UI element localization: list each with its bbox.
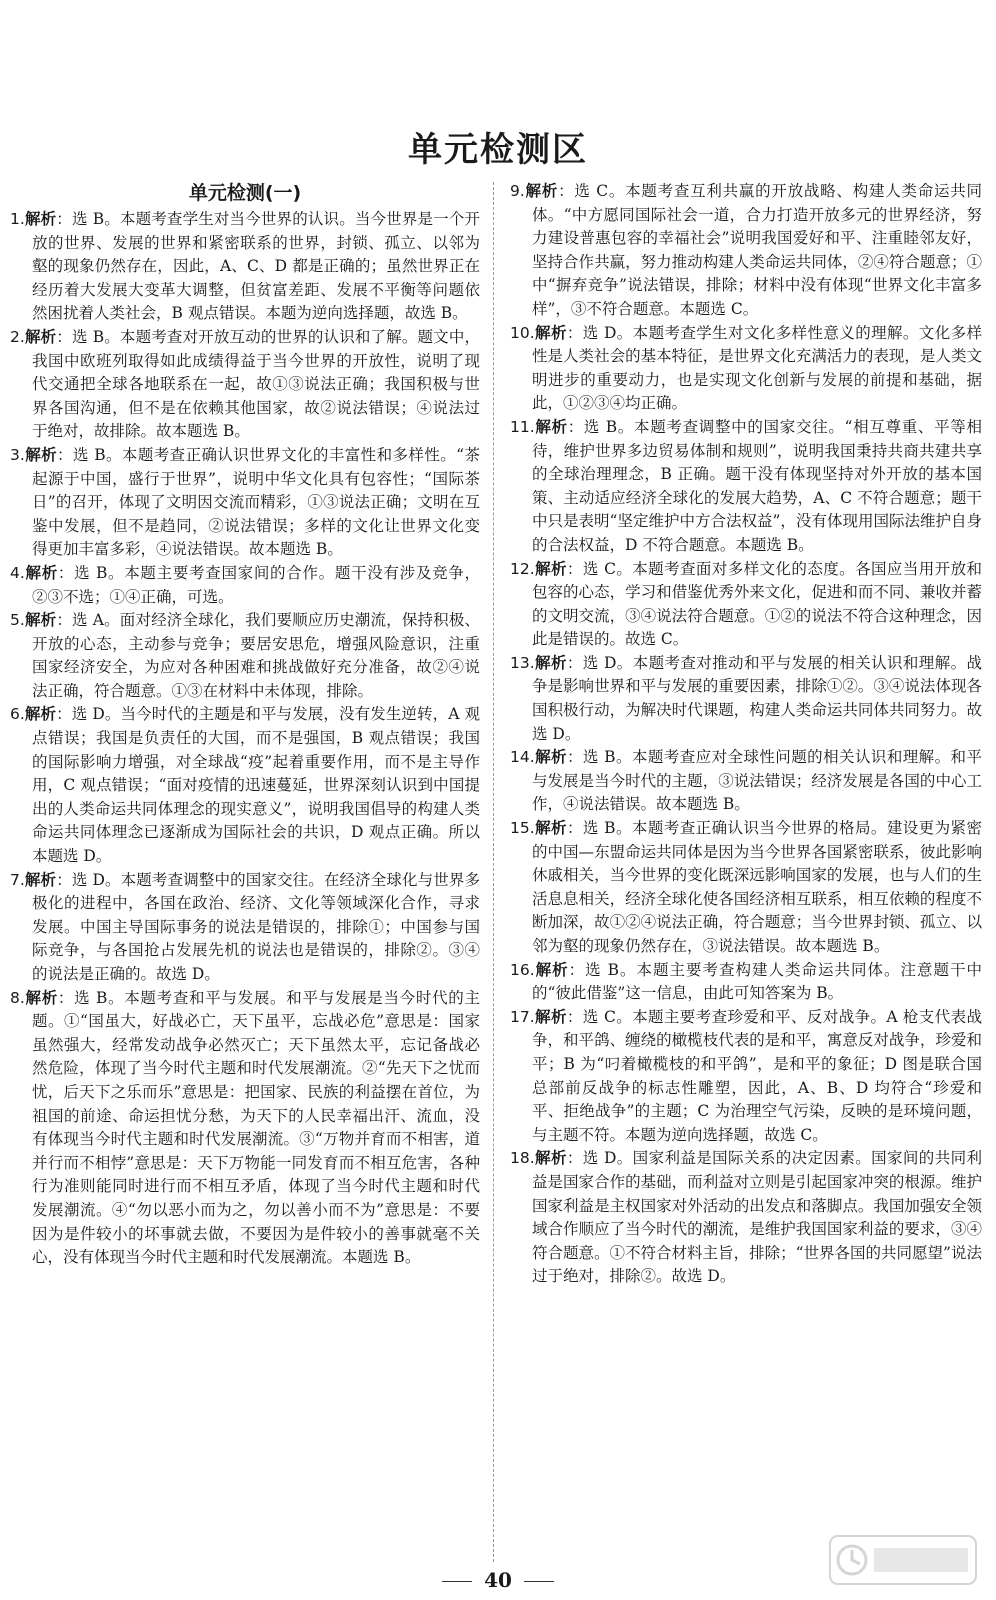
- answer-label: 解析: [534, 819, 567, 838]
- answer-number: 1.: [10, 210, 25, 228]
- answer-text: ：选 B。本题考查和平与发展。和平与发展是当今时代的主题。①“国虽大，好战必亡，天下虽平，忘战必危”意思是：国家虽然强大，经常发动战争必然灭亡；天下虽然太平，忘记备战必然危险，体现了当今时代主题和时代发展潮流。②“先天下之忧而忧，后天下之乐而乐”意思是：把国家、民族的利益摆在首位，为祖国的前途、命运担忧分愁，为天下的人民幸福出汗、流血，没有体现当今时代主题和时代发展潮流。③“万物并育而不相害，道并行而不相悖”意思是：天下万物能一同发育而不相互危害，各种行为准则能同时进行而不相互矛盾，体现了当今时代主题和时代发展潮流。④“勿以恶小而为之，勿以善小而不为”意思是：不要因为是件较小的坏事就去做，不要因为是件较小的善事就毫不关心，没有体现当今时代主题和时代发展潮流。本题选 B。: [32, 988, 480, 1267]
- answer-item: [510, 746, 982, 817]
- answer-text: ：选 B。本题主要考查国家间的合作。题干没有涉及竞争，②③不选；①④正确，可选。: [32, 563, 480, 606]
- column-divider: [493, 182, 494, 1562]
- answer-number: 2.: [10, 327, 25, 346]
- left-column: [10, 180, 480, 1270]
- answer-label: 解析: [24, 445, 58, 464]
- answer-item: [510, 652, 982, 746]
- answer-item: [510, 959, 982, 1006]
- answer-item: [10, 703, 480, 868]
- answer-item: [510, 180, 982, 322]
- answer-number: 13.: [510, 653, 535, 672]
- answer-number: 3.: [10, 445, 25, 464]
- answer-number: 4.: [10, 563, 25, 582]
- page-number-dash-right: [524, 1581, 554, 1582]
- answer-label: 解析: [534, 748, 567, 767]
- section-title: 单元检测(一): [188, 182, 302, 204]
- answer-text: ：选 D。本题考查调整中的国家交往。在经济全球化与世界多极化的进程中，各国在政治、经济、文化等领域深化合作，寻求发展。中国主导国际事务的说法是错误的，排除①；中国参与国际竞争，与各国抢占发展先机的说法也是错误的，排除②。③④的说法是正确的。故选 D。: [32, 870, 480, 983]
- answer-text: ：选 C。本题考查面对多样文化的态度。各国应当用开放和包容的心态，学习和借鉴优秀外来文化，促进和而不同、兼收并蓄的文明交流，③④说法符合题意。①②的说法不符合这种理念，因此是错误的。故选 C。: [532, 559, 982, 649]
- answer-text: ：选 D。本题考查学生对文化多样性意义的理解。文化多样性是人类社会的基本特征，是世界文化充满活力的表现，是人类文明进步的重要动力，也是实现文化创新与发展的前提和基础，据此，①②③④均正确。: [532, 323, 982, 413]
- right-column: [510, 180, 982, 1289]
- answer-item: [10, 326, 480, 444]
- answer-text: ：选 D。本题考查对推动和平与发展的相关认识和理解。战争是影响世界和平与发展的重要因素，排除①②。③④说法体现各国积极行动，为解决时代课题，构建人类命运共同体共同努力。故选 D。: [532, 653, 982, 743]
- answer-item: [510, 1147, 982, 1289]
- answer-number: 18.: [510, 1149, 535, 1168]
- answer-label: 解析: [534, 323, 567, 342]
- answer-label: 解析: [24, 611, 57, 630]
- answer-text: ：选 B。本题考查正确认识世界文化的丰富性和多样性。“茶起源于中国，盛行于世界”，说明中华文化具有包容性；“国际茶日”的召开，体现了文明因交流而精彩，①③说法正确；文明在互鉴中发展，但不是趋同，②说法错误；多样的文化让世界文化变得更加丰富多彩，④说法错误。故本题选 B。: [32, 445, 480, 559]
- page-title: 单元检测区: [408, 130, 588, 170]
- page-number-dash-left: [442, 1581, 472, 1582]
- answer-label: 解析: [534, 1007, 567, 1026]
- answer-item: [510, 416, 982, 558]
- answer-item: [510, 322, 982, 416]
- answer-list-right: [510, 180, 982, 1289]
- answer-text: ：选 B。本题考查应对全球性问题的相关认识和理解。和平与发展是当今时代的主题，③说法错误；经济发展是各国的中心工作，④说法错误。故本题选 B。: [532, 748, 982, 814]
- answer-text: ：选 A。面对经济全球化，我们要顺应历史潮流，保持积极、开放的心态，主动参与竞争；要居安思危，增强风险意识，注重国家经济安全，为应对各种困难和挑战做好充分准备，故②④说法正确，符合题意。①③在材料中未体现，排除。: [32, 611, 480, 700]
- answer-number: 7.: [10, 870, 25, 889]
- answer-list-left: [10, 208, 480, 1270]
- answer-text: ：选 B。本题考查正确认识当今世界的格局。建设更为紧密的中国—东盟命运共同体是因为当今世界各国紧密联系，彼此影响休戚相关，当今世界的变化既深远影响国家的发展，也与人们的生活息息相关，经济全球化使各国经济相互联系，相互依赖的程度不断加深，故①②④说法正确，符合题意；当今世界封锁、孤立、以邻为壑的现象仍然存在，③说法错误。故本题选 B。: [532, 819, 982, 955]
- answer-label: 解析: [534, 960, 569, 979]
- answer-label: 解析: [524, 182, 559, 200]
- answer-text: ：选 C。本题主要考查珍爱和平、反对战争。A 枪支代表战争，和平鸽、缠绕的橄榄枝代表的是和平，寓意反对战争，珍爱和平；B 为“叼着橄榄枝的和平鸽”，是和平的象征；D 图是联合国总部前反战争的标志性雕塑，因此，A、B、D 均符合“珍爱和平、拒绝战争”的主题；C 为治理空气污染，反映的是环境问题，与主题不符。本题为逆向选择题，故选 C。: [532, 1007, 982, 1144]
- answer-label: 解析: [24, 327, 57, 346]
- answer-item: [10, 869, 480, 987]
- answer-item: [510, 1006, 982, 1148]
- answer-number: 12.: [510, 559, 535, 578]
- answer-number: 14.: [510, 748, 535, 767]
- answer-number: 5.: [10, 611, 25, 630]
- answer-text: ：选 C。本题考查互利共赢的开放战略、构建人类命运共同体。“中方愿同国际社会一道，合力打造开放多元的世界经济，努力建设普惠包容的幸福社会”说明我国爱好和平、注重睦邻友好，坚持合作共赢，努力推动构建人类命运共同体，②④符合题意；①中“摒弃竞争”说法错误，排除；材料中没有体现“世界文化丰富多样”，③不符合题意。本题选 C。: [532, 182, 982, 318]
- answer-number: 11.: [510, 417, 535, 436]
- answer-text: ：选 D。当今时代的主题是和平与发展，没有发生逆转，A 观点错误；我国是负责任的大国，而不是强国，B 观点错误；我国的国际影响力增强，对全球战“疫”起着重要作用，而不是主导作用，C 观点错误；“面对疫情的迅速蔓延，世界深刻认识到中国提出的人类命运共同体理念的现实意义”，说明我国倡导的构建人类命运共同体理念已逐渐成为国际社会的共识，D 观点正确。所以本题选 D。: [32, 705, 480, 866]
- answer-label: 解析: [534, 559, 567, 578]
- answer-item: [10, 562, 480, 609]
- answer-text: ：选 B。本题考查对开放互动的世界的认识和了解。题文中，我国中欧班列取得如此成绩得益于当今世界的开放性，说明了现代交通把全球各地联系在一起，故①③说法正确；我国积极与世界各国沟通，但不是在依赖其他国家，故②说法错误；④说法过于绝对，故排除。故本题选 B。: [32, 327, 480, 441]
- watermark-logo: [828, 1530, 978, 1590]
- answer-text: ：选 D。国家利益是国际关系的决定因素。国家间的共同利益是国家合作的基础，而利益对立则是引起国家冲突的根源。维护国家利益是主权国家对外活动的出发点和落脚点。我国加强安全领域合作顺应了当今时代的潮流，是维护我国国家利益的要求，③④符合题意。①不符合材料主旨，排除；“世界各国的共同愿望”说法过于绝对，排除②。故选 D。: [532, 1149, 982, 1286]
- answer-item: [10, 987, 480, 1270]
- answer-label: 解析: [24, 210, 57, 228]
- answer-number: 15.: [510, 819, 535, 838]
- answer-label: 解析: [24, 870, 57, 889]
- answer-number: 16.: [510, 960, 535, 979]
- answer-text: ：选 B。本题考查学生对当今世界的认识。当今世界是一个开放的世界、发展的世界和紧密联系的世界，封锁、孤立、以邻为壑的现象仍然存在，因此，A、C、D 都是正确的；虽然世界正在经历着大发展大变革大调整，但贫富差距、发展不平衡等问题依然困扰着人类社会，B 观点错误。本题为逆向选择题，故选 B。: [32, 210, 480, 323]
- answer-label: 解析: [24, 563, 58, 582]
- answer-item: [510, 817, 982, 959]
- answer-number: 9.: [510, 182, 525, 200]
- answer-label: 解析: [24, 988, 58, 1007]
- answer-number: 10.: [510, 323, 535, 342]
- answer-label: 解析: [24, 705, 57, 724]
- page-number-value: 40: [484, 1568, 512, 1592]
- answer-item: [510, 558, 982, 652]
- answer-item: [10, 208, 480, 326]
- answer-text: ：选 B。本题考查调整中的国家交往。“相互尊重、平等相待，维护世界多边贸易体制和规则”，说明我国秉持共商共建共享的全球治理理念，B 正确。题干没有体现坚持对外开放的基本国策、主动适应经济全球化的发展大趋势，A、C 不符合题意；题干中只是表明“坚定维护中方合法权益”，没有体现用国际法维护自身的合法权益，D 不符合题意。本题选 B。: [532, 417, 982, 554]
- answer-label: 解析: [534, 653, 567, 672]
- answer-number: 8.: [10, 988, 25, 1007]
- answer-label: 解析: [534, 417, 568, 436]
- answer-number: 17.: [510, 1007, 535, 1026]
- answer-item: [10, 444, 480, 562]
- answer-item: [10, 609, 480, 703]
- answer-label: 解析: [534, 1149, 567, 1168]
- answer-text: ：选 B。本题主要考查构建人类命运共同体。注意题干中的“彼此借鉴”这一信息，由此可知答案为 B。: [532, 960, 982, 1003]
- answer-number: 6.: [10, 705, 25, 724]
